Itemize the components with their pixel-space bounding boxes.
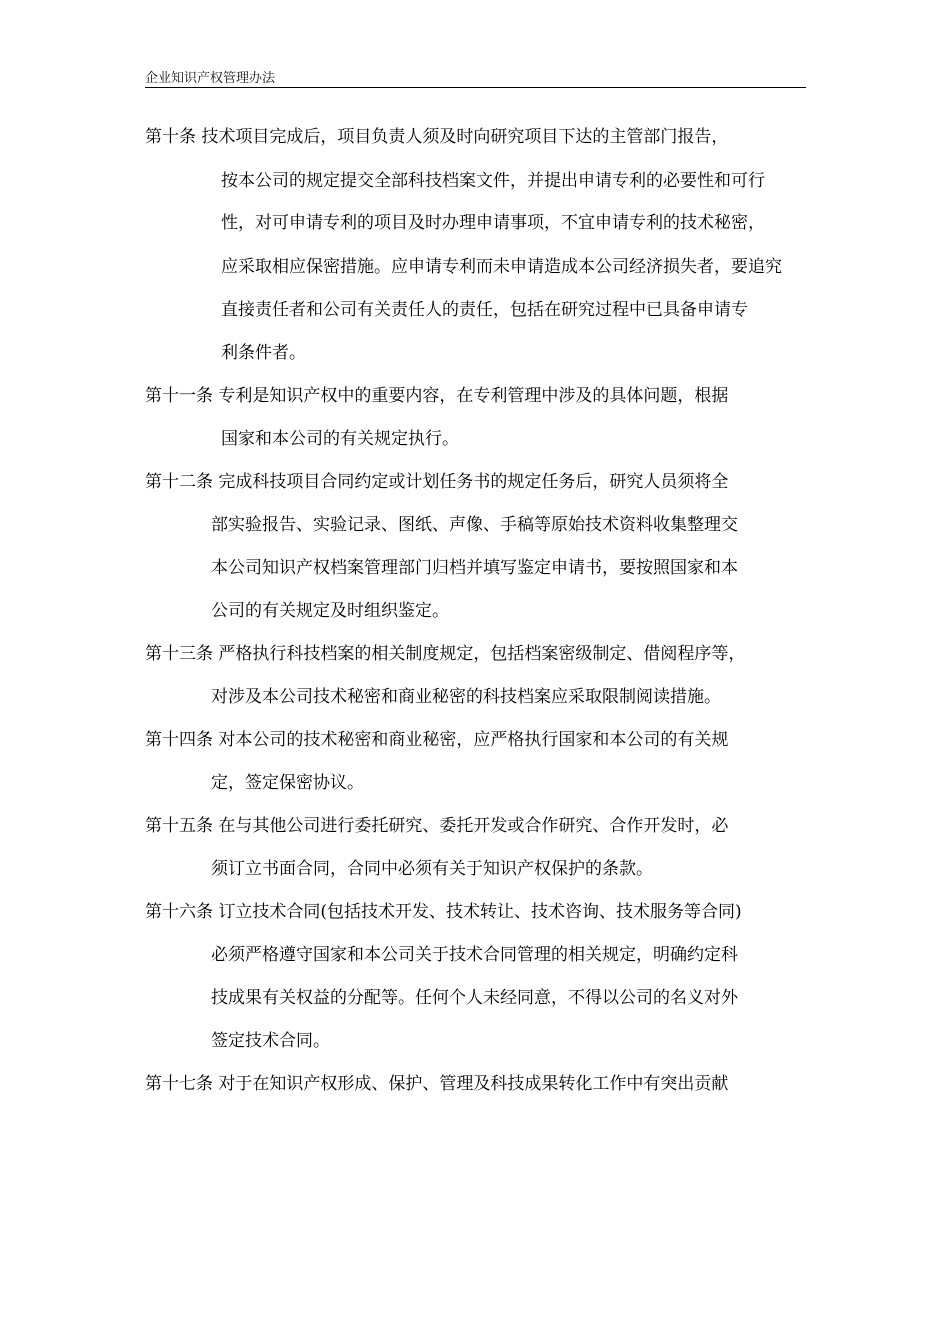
article-15-line-1: 第十五条 在与其他公司进行委托研究、委托开发或合作研究、合作开发时，必 <box>145 816 729 836</box>
article-16-line-1: 第十六条 订立技术合同(包括技术开发、技术转让、技术咨询、技术服务等合同) <box>145 902 742 922</box>
article-14-line-1: 第十四条 对本公司的技术秘密和商业秘密，应严格执行国家和本公司的有关规 <box>145 730 729 750</box>
header-divider <box>145 87 806 88</box>
header-title: 企业知识产权管理办法 <box>145 71 276 86</box>
article-10-line-2: 按本公司的规定提交全部科技档案文件，并提出申请专利的必要性和可行 <box>221 171 765 191</box>
article-10-line-5: 直接责任者和公司有关责任人的责任，包括在研究过程中已具备申请专 <box>221 300 748 320</box>
article-12-line-3: 本公司知识产权档案管理部门归档并填写鉴定申请书，要按照国家和本 <box>211 558 738 578</box>
article-15-line-2: 须订立书面合同，合同中必须有关于知识产权保护的条款。 <box>211 859 653 879</box>
article-12-line-4: 公司的有关规定及时组织鉴定。 <box>211 601 449 621</box>
article-13-line-1: 第十三条 严格执行科技档案的相关制度规定，包括档案密级制定、借阅程序等， <box>145 644 746 664</box>
article-17-line-1: 第十七条 对于在知识产权形成、保护、管理及科技成果转化工作中有突出贡献 <box>145 1074 729 1094</box>
article-16-line-2: 必须严格遵守国家和本公司关于技术合同管理的相关规定，明确约定科 <box>211 945 738 965</box>
article-11-line-1: 第十一条 专利是知识产权中的重要内容，在专利管理中涉及的具体问题，根据 <box>145 386 729 406</box>
article-14-line-2: 定，签定保密协议。 <box>211 773 364 793</box>
article-10-line-4: 应采取相应保密措施。应申请专利而未申请造成本公司经济损失者，要追究 <box>221 257 782 277</box>
article-13-line-2: 对涉及本公司技术秘密和商业秘密的科技档案应采取限制阅读措施。 <box>211 687 721 707</box>
article-11-line-2: 国家和本公司的有关规定执行。 <box>221 429 459 449</box>
article-12-line-2: 部实验报告、实验记录、图纸、声像、手稿等原始技术资料收集整理交 <box>211 515 738 535</box>
article-16-line-3: 技成果有关权益的分配等。任何个人未经同意，不得以公司的名义对外 <box>211 988 738 1008</box>
article-12-line-1: 第十二条 完成科技项目合同约定或计划任务书的规定任务后，研究人员须将全 <box>145 472 729 492</box>
article-10-line-6: 利条件者。 <box>221 343 306 363</box>
article-10-line-1: 第十条 技术项目完成后，项目负责人须及时向研究项目下达的主管部门报告， <box>145 127 729 147</box>
article-16-line-4: 签定技术合同。 <box>211 1031 330 1051</box>
article-10-line-3: 性，对可申请专利的项目及时办理申请事项，不宜申请专利的技术秘密， <box>221 213 765 233</box>
